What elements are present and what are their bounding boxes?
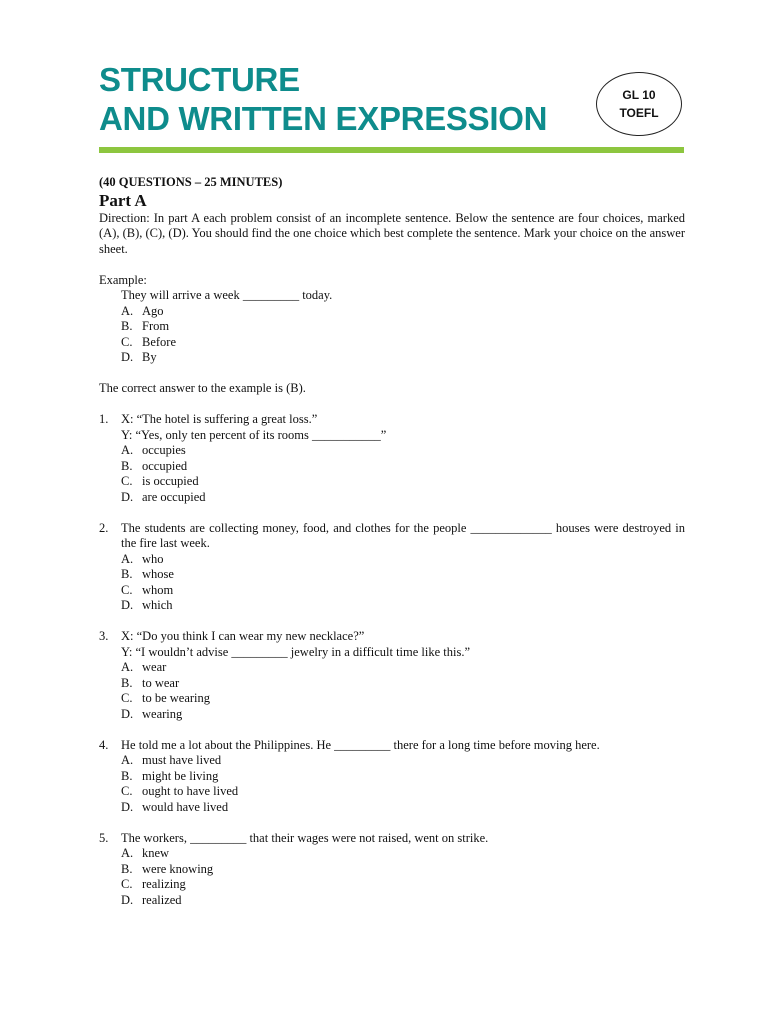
question-line: The students are collecting money, food, and clothes for the people _____________ houses were destroyed in the fire last week.: [121, 520, 685, 550]
example-option: D. By: [121, 350, 157, 364]
answer-option: A. must have lived: [121, 753, 222, 767]
example-options: [99, 304, 685, 366]
question-3: [99, 629, 685, 722]
example-option: B. From: [121, 319, 170, 333]
question-5: [99, 831, 685, 909]
example-option: C. Before: [121, 334, 177, 349]
question-1: [99, 412, 685, 505]
answer-option: D. realized: [121, 892, 182, 907]
answer-option: C. is occupied: [121, 474, 199, 488]
question-number: 1.: [99, 412, 109, 426]
answer-option: D. would have lived: [121, 799, 229, 814]
question-line: X: “The hotel is suffering a great loss.”: [121, 412, 318, 426]
answer-option: C. ought to have lived: [121, 784, 239, 798]
question-number: 2.: [99, 520, 109, 535]
example-sentence: They will arrive a week _________ today.: [121, 288, 333, 302]
question-line: X: “Do you think I can wear my new necklace?”: [121, 629, 365, 643]
answer-option: C. to be wearing: [121, 691, 211, 705]
question-number: 4.: [99, 737, 109, 752]
badge-line-2: TOEFL: [619, 106, 659, 120]
answer-option: B. might be living: [121, 768, 219, 783]
title-line-1: STRUCTURE: [99, 61, 300, 98]
direction-text: Direction: In part A each problem consist of an incomplete sentence. Below the sentence are four choices, marked (A), (B), (C), (D). You should find the one choice which best complete the sentence. Mark your choice on the answer sheet.: [99, 210, 685, 256]
answer-option: B. occupied: [121, 458, 188, 473]
answer-option: C. realizing: [121, 877, 186, 891]
answer-option: B. whose: [121, 567, 174, 581]
question-number: 3.: [99, 629, 109, 643]
answer-option: C. whom: [121, 582, 174, 597]
question-count: (40 QUESTIONS – 25 MINUTES): [99, 175, 283, 189]
example-answer: The correct answer to the example is (B).: [99, 381, 306, 395]
badge-line-1: GL 10: [622, 88, 656, 102]
answer-option: A. wear: [121, 660, 167, 674]
example-label: Example:: [99, 272, 147, 287]
question-number: 5.: [99, 830, 109, 845]
answer-option: A. occupies: [121, 443, 186, 457]
example-section: [99, 273, 685, 397]
question-line: The workers, _________ that their wages were not raised, went on strike.: [121, 830, 489, 845]
part-heading: Part A: [99, 190, 147, 210]
answer-option: D. which: [121, 598, 173, 612]
answer-option: D. wearing: [121, 706, 183, 721]
title-line-2: AND WRITTEN EXPRESSION: [99, 100, 548, 137]
question-line: He told me a lot about the Philippines. He _________ there for a long time before moving here.: [121, 737, 600, 752]
level-badge: [596, 72, 682, 136]
question-2: [99, 521, 685, 614]
document-body: [99, 175, 685, 908]
answer-option: A. knew: [121, 846, 170, 860]
page-title: [99, 60, 547, 138]
answer-option: B. to wear: [121, 675, 180, 690]
example-option: A. Ago: [121, 303, 164, 318]
answer-option: A. who: [121, 551, 164, 566]
question-4: [99, 738, 685, 816]
answer-option: D. are occupied: [121, 489, 206, 504]
answer-option: B. were knowing: [121, 861, 214, 876]
question-line: Y: “Yes, only ten percent of its rooms ___________”: [121, 427, 387, 442]
question-line: Y: “I wouldn’t advise _________ jewelry in a difficult time like this.”: [121, 644, 471, 659]
accent-divider: [99, 147, 684, 153]
